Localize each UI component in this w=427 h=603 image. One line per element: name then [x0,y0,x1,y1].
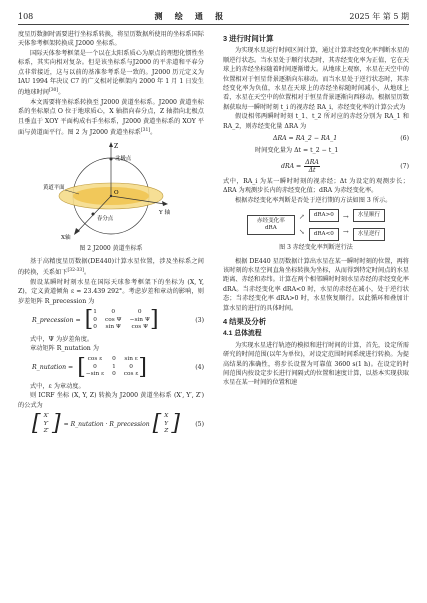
matrix-cell: −sin Ψ [129,316,150,323]
running-header [18,10,409,22]
section-heading: 4 结果及分析 [223,316,267,326]
paragraph: 度星历数据时需要进行坐标系转换，将星历数据所使用的坐标系国际天体参考框架转换成 J2000 坐标系。 [18,31,204,48]
vernal-point-label: 春分点 [97,215,114,222]
equation-4 [18,356,204,379]
paragraph: 国际天体参考框架是一个以在太阳系质心为原点的理想化惯性坐标系，其实向相对复杂。但是该坐标系与J2000 的平赤道和平春分点非常接近，这与以前的基准参考系是一致的。J2000 历元定义为 IAU 1994 年决议 C7 的广义相对论框架内 2000 年 1 月 1 日发生的地球时间[30]。 [18,49,204,97]
section-heading: 3 进行时间计算 [223,34,274,43]
subsection-heading: 4.1 总体流程 [223,330,262,338]
paragraph: 本文需要将坐标系转换至 J2000 黄道坐标系。J2000 黄道坐标系的坐标原点 O 位于地球质心，X 轴指向春分点，Z 轴指向北极点且垂直于 XOY 平面构成右手坐标系，J2000 黄道坐标系的 XOY 平面与黄道面平行。图 2 为 J2000 黄道坐标系[31]。 [18,98,204,137]
matrix-cell: 0 [112,356,116,363]
matrix-cell: cos Ψ [131,324,149,331]
equation-lhs: R_precession = [32,316,81,324]
matrix-cell: sin ε [124,356,138,363]
paragraph: 基于高精度星历数据(DE440)计算水星位置，涉及坐标系之间的转换，关系如下[32-33]。 [18,258,204,277]
matrix-cell: 0 [93,363,97,370]
matrix-cell: cos ε [123,371,139,378]
paragraph: 根据赤经变化率判断是否处于逆行期的方法如图 3 所示。 [235,196,392,204]
flow-node-prograde: 水星顺行 [353,209,385,222]
x-axis-label: X轴 [61,234,71,241]
nutation-matrix: [ cos ε 0 sin ε 0 1 0 −sin ε 0 cos ε ] [77,354,147,380]
paragraph: 假设某瞬时时刻水星在国际天球参考框架下的坐标为 (X, Y, Z)，定义黄道倾角 ε ≈ 23.439 292°。考虑岁差和章动的影响，则岁差矩阵 R_precession 为 [18,278,204,305]
matrix-cell: cos ε [87,356,103,363]
ecliptic-plane-label: 黄道平面 [43,184,65,191]
y-axis-label: Y 轴 [159,209,171,216]
matrix-cell: −sin ε [85,371,105,378]
paragraph: 为实现水星进行轨迹的模拟和进行时间的计算，首先，设定所需研究的时间范围(以年为单位)，对设定范围时间系统进行转换。为提高结果的准确性，将步长设置为可靠值 3600 s(1 h)。在设定的时间范围内按设定步长进行间隔式的位置和速度计算，以基本实现获取水星在某一时间的位置和速 [223,341,409,387]
precession-matrix: [ 1 0 0 0 cos Ψ −sin Ψ 0 sin Ψ cos Ψ ] [84,307,159,333]
matrix-cell: 0 [112,371,116,378]
journal-name: 测 绘 通 报 [154,11,229,21]
flow-node-negative: dRA<0 [309,228,339,241]
equation-3 [18,309,204,332]
matrix-cell: 0 [129,363,133,370]
equation-number: (5) [195,420,204,428]
z-axis-label: Z [114,142,119,150]
matrix-cell: 1 [112,363,116,370]
figure-caption: 图 2 J2000 黄道坐标系 [79,244,143,252]
paragraph: 时间变化量为 Δt = t_2 − t_1 [255,147,339,155]
paragraph: 根据 DE440 星历数据计算出水星在某一瞬时时刻的位置，再将该时刻的水星空间直角坐标转换为坐标，从而得到特定时间点的水星距离、赤经和赤纬。计算在两个相邻瞬时时刻水星赤经的赤经变化率 dRA。当赤经变化率 dRA<0 时，水星的赤经在减小，处于逆行状态；当赤经变化率 dRA>0 时，水星恢复顺行。以此循环和叠加计算水星的进行的具体时间。 [223,257,409,312]
figure-j2000-ecliptic [41,140,181,242]
figure-caption: 图 3 赤经变化率判断逆行法 [279,244,353,252]
paragraph: 式中，ε 为章动度。 [30,382,85,390]
paragraph: 为实现水星运行时间区间计算，通过计算赤经变化率判断水星的顺逆行状态。当水星处于顺行状态时，其赤经变化率为正值，它在天球上的赤经坐标随着时间逐渐增大。从地球上观察，水星在天空中的位置相对于恒星背景逐渐向东移动。而当水星处于逆行状态时，其赤经变化率为负值，水星在天球上的赤经坐标随时间减小，从地球上看，水星在天空中的位置相对于恒星背景逐渐向西移动。根据星历数据获取每一瞬时时刻 t_i 的视赤经 RA_i，赤经变化率的计算公式为 [223,47,409,111]
right-column [223,30,409,388]
header-rule [18,24,409,25]
paragraph: 式中，RA_i 为某一瞬时时刻的视赤经；Δt 为设定的观测步长；ΔRA 为观测步长内的赤经变化值；dRA 为赤经变化率。 [223,177,409,195]
matrix-cell: cos Ψ [104,316,122,323]
equation-number: (3) [195,316,204,324]
figure-flowchart: 赤经变化率 dRA ↗ ↘ dRA>0 dRA<0 → → 水星顺行 水星逆行 [223,209,409,241]
issue-info: 2025 年 第 5 期 [349,11,409,21]
equation-7: dRA = ΔRA Δt (7) [281,158,409,174]
paragraph: 式中，Ψ 为岁差角度。 [30,335,94,343]
equation-5: [ X′ Y′ Z′ ] = R_nutation · R_precession [ X Y Z ] (5) [32,411,204,437]
equation-6: ΔRA = RA_2 − RA_1 (6) [273,135,409,143]
matrix-cell: 0 [137,309,142,316]
north-pole-label: 北极点 [115,155,132,162]
equation-lhs: R_nutation = [32,363,74,371]
flow-node-retrograde: 水星逆行 [353,228,385,241]
paragraph: 章动矩阵 R_nutation 为 [30,345,99,352]
matrix-cell: 0 [93,324,97,331]
flow-node-rate: 赤经变化率 dRA [247,215,295,235]
paragraph: 则 ICRF 坐标 (X, Y, Z) 转换为 J2000 黄道坐标系 (X′, Y′, Z′) 的公式为 [18,392,204,409]
matrix-cell: 0 [93,316,97,323]
matrix-cell: sin Ψ [105,324,122,331]
paragraph: 假设相邻两瞬时时刻 t_1、t_2 所对应的赤经分别为 RA_1 和 RA_2，则赤经变化量 ΔRA 为 [223,113,409,130]
flow-node-positive: dRA>0 [309,209,339,222]
left-column [18,30,204,439]
equation-number: (4) [195,363,204,371]
matrix-cell: 0 [111,309,116,316]
page-number: 108 [18,11,34,21]
matrix-cell: 1 [93,309,97,316]
origin-label: O [114,189,119,196]
